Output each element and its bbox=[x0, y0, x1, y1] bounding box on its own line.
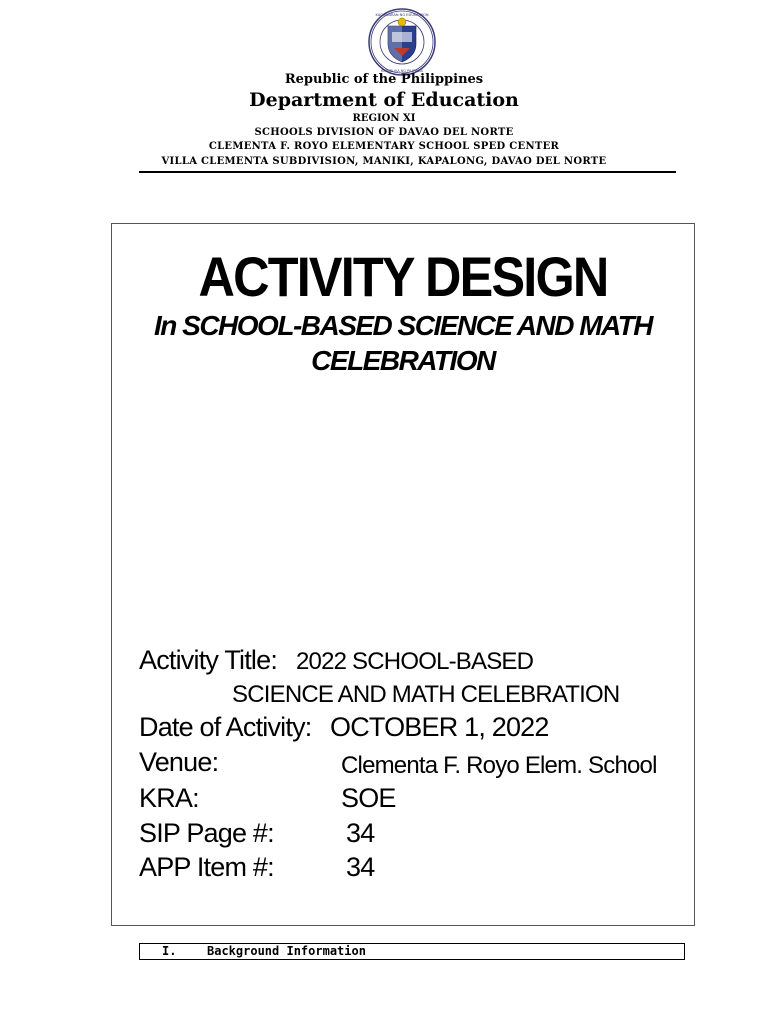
app-item-label: APP Item #: bbox=[139, 852, 274, 882]
address-heading: VILLA CLEMENTA SUBDIVISION, MANIKI, KAPALONG, DAVAO DEL NORTE bbox=[161, 156, 607, 167]
kra-label: KRA: bbox=[139, 783, 199, 813]
division-heading: SCHOOLS DIVISION OF DAVAO DEL NORTE bbox=[254, 127, 514, 138]
section-number: I. bbox=[162, 944, 177, 958]
section-label: Background Information bbox=[207, 944, 366, 958]
venue-label: Venue: bbox=[139, 747, 219, 777]
school-heading: CLEMENTA F. ROYO ELEMENTARY SCHOOL SPED CENTER bbox=[208, 141, 560, 152]
svg-text:KAGAWARAN NG EDUKASYON: KAGAWARAN NG EDUKASYON bbox=[375, 13, 429, 17]
cover-subtitle-line1: In SCHOOL-BASED SCIENCE AND MATH bbox=[154, 310, 652, 341]
kra-value: SOE bbox=[341, 783, 396, 813]
department-heading: Department of Education bbox=[249, 89, 519, 111]
cover-subtitle-line2: CELEBRATION bbox=[311, 345, 495, 376]
republic-heading: Republic of the Philippines bbox=[284, 72, 484, 87]
app-item-value: 34 bbox=[346, 852, 375, 882]
activity-title-label: Activity Title: bbox=[139, 645, 278, 675]
header-divider bbox=[139, 171, 676, 173]
sip-page-label: SIP Page #: bbox=[139, 818, 274, 848]
svg-text:REPUBLIKA NG PILIPINAS: REPUBLIKA NG PILIPINAS bbox=[380, 69, 424, 73]
venue-value: Clementa F. Royo Elem. School bbox=[341, 752, 657, 779]
deped-seal-logo bbox=[368, 8, 436, 76]
activity-title-value-1: 2022 SCHOOL-BASED bbox=[296, 648, 534, 675]
activity-title-value-2: SCIENCE AND MATH CELEBRATION bbox=[232, 681, 620, 708]
cover-title: ACTIVITY DESIGN bbox=[198, 245, 608, 308]
section-heading-bar bbox=[139, 943, 685, 960]
region-heading: REGION XI bbox=[352, 113, 416, 124]
sip-page-value: 34 bbox=[346, 818, 375, 848]
date-label: Date of Activity: bbox=[139, 712, 312, 742]
date-value: OCTOBER 1, 2022 bbox=[330, 712, 549, 742]
